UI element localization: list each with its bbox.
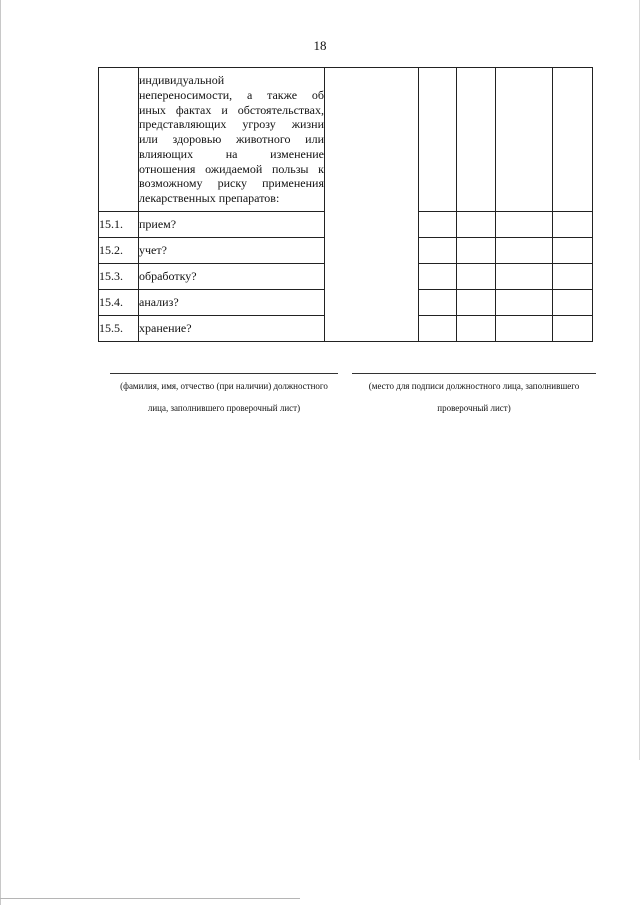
answer-no-cell	[457, 68, 496, 212]
intro-line: представляющих угрозу жизни	[139, 117, 324, 132]
intro-line: возможному риску применения	[139, 176, 324, 191]
note-cell[interactable]	[553, 290, 593, 316]
answer-no-cell[interactable]	[457, 212, 496, 238]
answer-not-applicable-cell[interactable]	[496, 264, 553, 290]
intro-line: индивидуальной	[139, 72, 225, 87]
official-signature-block	[352, 373, 596, 419]
page-bottom-edge	[0, 898, 300, 899]
intro-line: лекарственных препаратов:	[139, 191, 280, 206]
item-number: 15.2.	[99, 238, 139, 264]
intro-line: непереносимости, а также об	[139, 87, 324, 102]
note-cell[interactable]	[553, 316, 593, 342]
answer-not-applicable-cell[interactable]	[496, 290, 553, 316]
answer-not-applicable-cell[interactable]	[496, 316, 553, 342]
table-row-intro	[99, 68, 593, 212]
item-number: 15.4.	[99, 290, 139, 316]
number-cell	[99, 68, 139, 212]
note-cell[interactable]	[553, 238, 593, 264]
name-caption-line1: (фамилия, имя, отчество (при наличии) должностного	[120, 381, 328, 391]
signature-caption-line1: (место для подписи должностного лица, заполнившего	[368, 381, 580, 391]
intro-line: иных фактах и обстоятельствах,	[139, 102, 324, 117]
question-text: учет?	[139, 238, 325, 264]
official-name-signature-block	[110, 373, 338, 419]
answer-yes-cell[interactable]	[419, 316, 457, 342]
item-number: 15.3.	[99, 264, 139, 290]
answer-yes-cell[interactable]	[419, 264, 457, 290]
question-text: анализ?	[139, 290, 325, 316]
item-number: 15.5.	[99, 316, 139, 342]
signature-line[interactable]	[352, 373, 596, 374]
requirement-reference-cell	[325, 68, 419, 342]
intro-line: или здоровью животного или	[139, 132, 324, 147]
question-text: обработку?	[139, 264, 325, 290]
answer-yes-cell	[419, 68, 457, 212]
question-intro-cell	[139, 68, 325, 212]
question-text: хранение?	[139, 316, 325, 342]
intro-line: влияющих на изменение	[139, 146, 324, 161]
answer-not-applicable-cell	[496, 68, 553, 212]
signature-caption-line2: проверочный лист)	[437, 403, 511, 413]
name-signature-line[interactable]	[110, 373, 338, 374]
note-cell[interactable]	[553, 212, 593, 238]
note-cell	[553, 68, 593, 212]
page-number: 18	[313, 38, 327, 53]
answer-no-cell[interactable]	[457, 264, 496, 290]
answer-no-cell[interactable]	[457, 290, 496, 316]
answer-no-cell[interactable]	[457, 238, 496, 264]
intro-line: отношения ожидаемой пользы к	[139, 161, 324, 176]
answer-yes-cell[interactable]	[419, 290, 457, 316]
item-number: 15.1.	[99, 212, 139, 238]
question-text: прием?	[139, 212, 325, 238]
answer-yes-cell[interactable]	[419, 238, 457, 264]
answer-no-cell[interactable]	[457, 316, 496, 342]
answer-not-applicable-cell[interactable]	[496, 212, 553, 238]
page-left-edge	[0, 0, 1, 905]
answer-not-applicable-cell[interactable]	[496, 238, 553, 264]
name-caption-line2: лица, заполнившего проверочный лист)	[147, 403, 301, 413]
note-cell[interactable]	[553, 264, 593, 290]
answer-yes-cell[interactable]	[419, 212, 457, 238]
checklist-table	[98, 67, 593, 342]
